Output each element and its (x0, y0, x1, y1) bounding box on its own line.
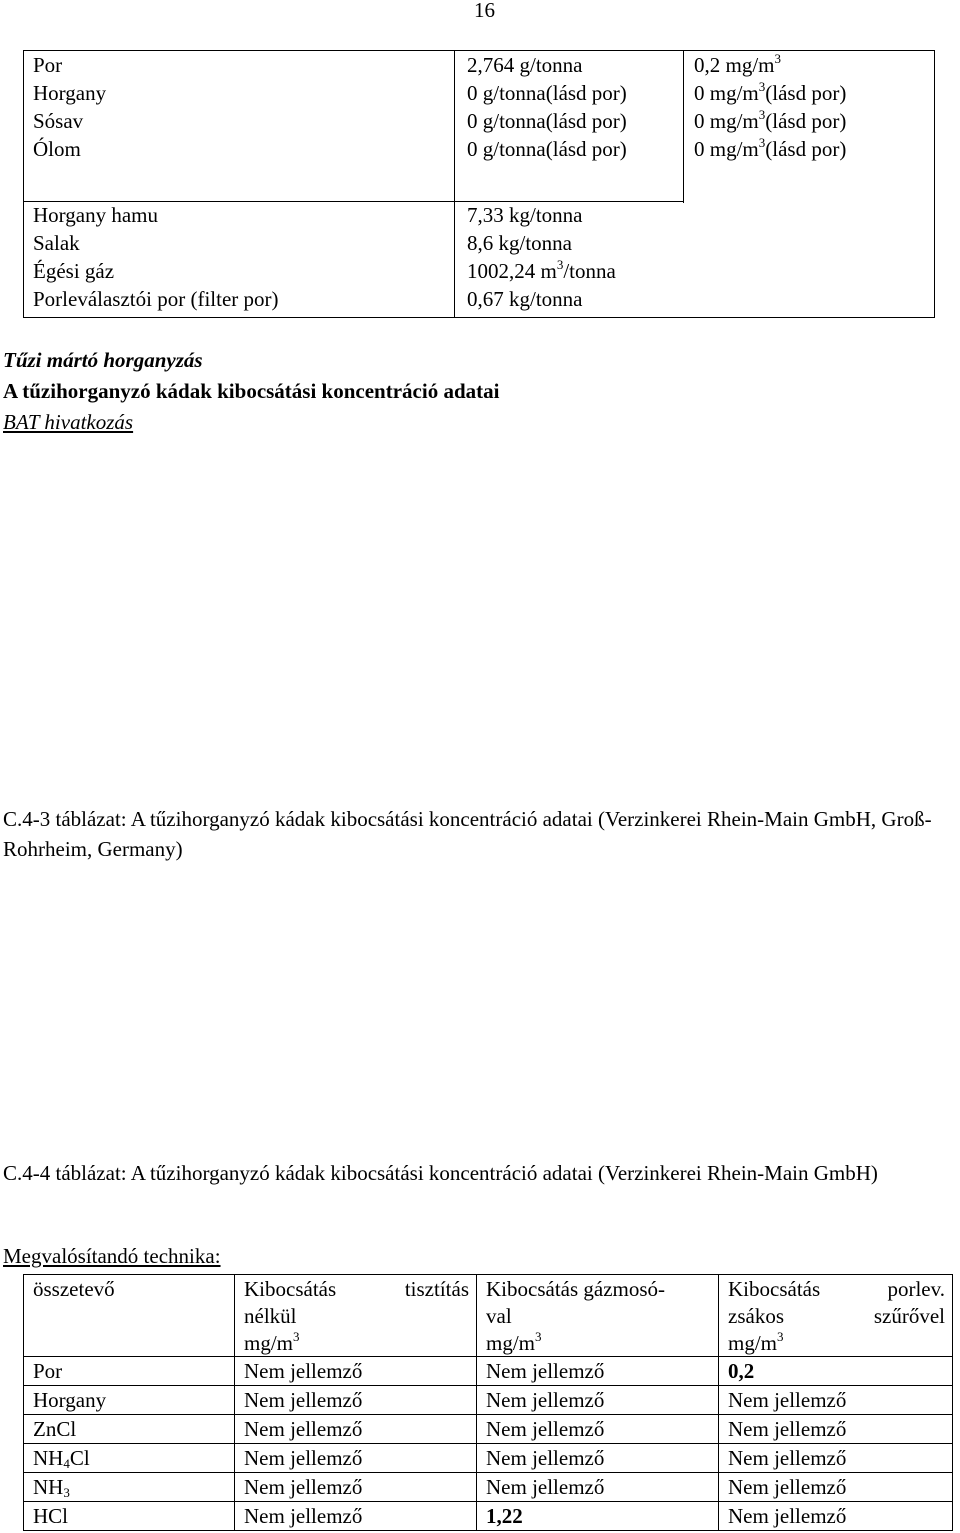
table-row (24, 1357, 953, 1386)
component-name: Horgany (33, 81, 107, 105)
component-name: Horgany hamu (33, 203, 159, 227)
value-cell: Nem jellemző (477, 1386, 719, 1415)
section-subtitle: A tűzihorganyzó kádak kibocsátási koncentráció adatai (3, 379, 500, 403)
value-cell: Nem jellemző (235, 1473, 477, 1502)
component-cell: $NH_3$ (24, 1473, 235, 1502)
concentration-value: 0 $mg/m^3(lásd$ por) (694, 79, 847, 105)
value-cell: Nem jellemző (477, 1444, 719, 1473)
block1-amounts (467, 53, 627, 165)
component-name: Ólom (33, 137, 81, 161)
emission-concentration-table (23, 1274, 953, 1531)
component-cell: ZnCl (24, 1415, 235, 1444)
value-cell: Nem jellemző (719, 1386, 953, 1415)
value-cell: Nem jellemző (235, 1444, 477, 1473)
value-cell: Nem jellemző (235, 1502, 477, 1531)
value-cell: Nem jellemző (719, 1415, 953, 1444)
technique-label: Megvalósítandó technika: (3, 1244, 221, 1268)
value-cell: Nem jellemző (477, 1473, 719, 1502)
table-row (24, 1502, 953, 1531)
bat-reference-link[interactable]: BAT hivatkozás (3, 410, 134, 434)
block2-components (33, 203, 279, 315)
emission-table (23, 50, 935, 318)
component-cell: $NH_4Cl$ (24, 1444, 235, 1473)
block1-concentrations (694, 53, 846, 165)
component-cell: Horgany (24, 1386, 235, 1415)
amount-value: 8,6 kg/tonna (467, 231, 572, 255)
table-row (24, 1415, 953, 1444)
component-name: Salak (33, 231, 80, 255)
amount-value: 0,67 kg/tonna (467, 287, 583, 311)
value-cell: Nem jellemző (235, 1357, 477, 1386)
table-row (24, 1444, 953, 1473)
concentration-value: 0 $mg/m^3(lásd$ por) (694, 107, 847, 133)
value-cell: 1,22 (477, 1502, 719, 1531)
value-cell: Nem jellemző (235, 1415, 477, 1444)
value-cell: 0,2 (719, 1357, 953, 1386)
value-cell: Nem jellemző (477, 1415, 719, 1444)
value-cell: Nem jellemző (477, 1357, 719, 1386)
amount-value: 1002,24 $m^3$/tonna (467, 257, 616, 283)
value-cell: Nem jellemző (235, 1386, 477, 1415)
component-name: Por (33, 53, 63, 77)
table-row (24, 1473, 953, 1502)
block2-amounts (467, 203, 616, 315)
header-bag-filter: Kibocsátás porlev. zsákos szűrővel $mg/m^3$ (719, 1275, 953, 1357)
component-name: Porleválasztói por (filter por) (33, 287, 279, 311)
component-cell: HCl (24, 1502, 235, 1531)
amount-value: 2,764 g/tonna (467, 53, 583, 77)
value-cell: Nem jellemző (719, 1473, 953, 1502)
section-title: Tűzi mártó horganyzás (3, 348, 203, 372)
page-number: 16 (474, 0, 495, 22)
value-cell: Nem jellemző (719, 1502, 953, 1531)
amount-value: 0 g/tonna(lásd por) (467, 81, 627, 105)
table-caption-c4-3: C.4-3 táblázat: A tűzihorganyzó kádak kibocsátási koncentráció adatai (Verzinkerei Rhein-Main GmbH, Groß-Rohrheim, Germany) (3, 807, 932, 861)
amount-value: 0 g/tonna(lásd por) (467, 109, 627, 133)
component-cell: Por (24, 1357, 235, 1386)
component-name: Sósav (33, 109, 84, 133)
concentration-value: 0 $mg/m^3(lásd$ por) (694, 135, 847, 161)
table-header-row (24, 1275, 953, 1357)
value-cell: Nem jellemző (719, 1444, 953, 1473)
table-caption-c4-4: C.4-4 táblázat: A tűzihorganyzó kádak kibocsátási koncentráció adatai (Verzinkerei Rhein-Main GmbH) (3, 1161, 878, 1185)
header-scrubber: Kibocsátás gázmosó- val $mg/m^3$ (477, 1275, 719, 1357)
component-name: Égési gáz (33, 259, 115, 283)
section-heading (3, 348, 499, 441)
concentration-value: 0,2 $mg/m^3$ (694, 51, 782, 77)
block1-components (33, 53, 106, 165)
header-component: összetevő (24, 1275, 235, 1357)
header-no-cleaning: Kibocsátás tisztítás nélkül $mg/m^3$ (235, 1275, 477, 1357)
amount-value: 7,33 kg/tonna (467, 203, 583, 227)
amount-value: 0 g/tonna(lásd por) (467, 137, 627, 161)
table-row (24, 1386, 953, 1415)
